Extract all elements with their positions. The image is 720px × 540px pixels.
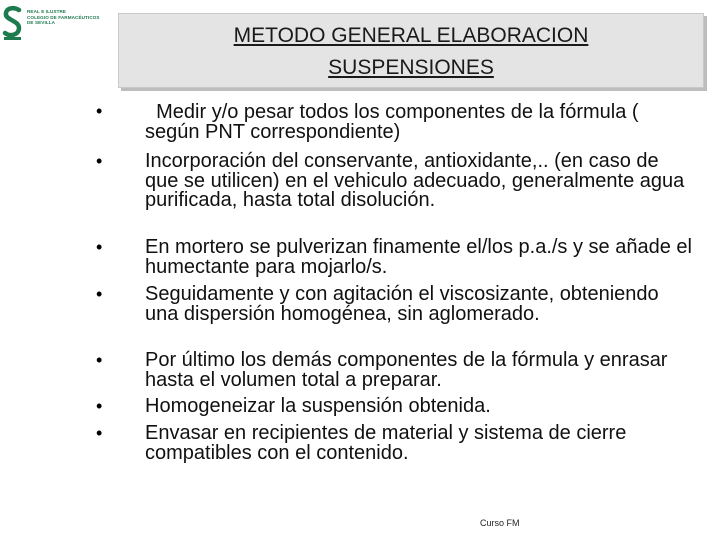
bullet-icon: • xyxy=(96,101,103,121)
page-subtitle: SUSPENSIONES xyxy=(328,56,494,79)
logo-line: DE SEVILLA xyxy=(27,20,56,26)
list-item: Incorporación del conservante, antioxidante,.. (en caso de que se utilicen) en el vehiculo adecuado, generalmente agua purificada, hasta total disolución. xyxy=(145,150,685,211)
bullet-icon: • xyxy=(96,396,103,416)
logo-line: COLEGIO DE FARMACÉUTICOS xyxy=(27,14,100,20)
bullet-icon: • xyxy=(96,423,103,443)
bullet-icon: • xyxy=(96,151,103,171)
logo-line: REAL E ILUSTRE xyxy=(27,9,67,14)
list-item: Homogeneizar la suspensión obtenida. xyxy=(145,395,491,417)
list-item: Por último los demás componentes de la fórmula y enrasar hasta el volumen total a preparar. xyxy=(145,349,668,391)
bullet-icon: • xyxy=(96,284,103,304)
list-item: Envasar en recipientes de material y sistema de cierre compatibles con el contenido. xyxy=(145,422,627,464)
list-item: En mortero se pulverizan finamente el/los p.a./s y se añade el humectante para mojarlo/s. xyxy=(145,236,692,278)
footer-label: Curso FM xyxy=(480,518,520,528)
bullet-icon: • xyxy=(96,350,103,370)
list-item: Medir y/o pesar todos los componentes de la fórmula ( según PNT correspondiente) xyxy=(145,101,645,143)
list-item: Seguidamente y con agitación el viscosizante, obteniendo una dispersión homogénea, sin aglomerado. xyxy=(145,283,659,325)
page-title: METODO GENERAL ELABORACION xyxy=(233,24,589,47)
bullet-icon: • xyxy=(96,237,103,257)
